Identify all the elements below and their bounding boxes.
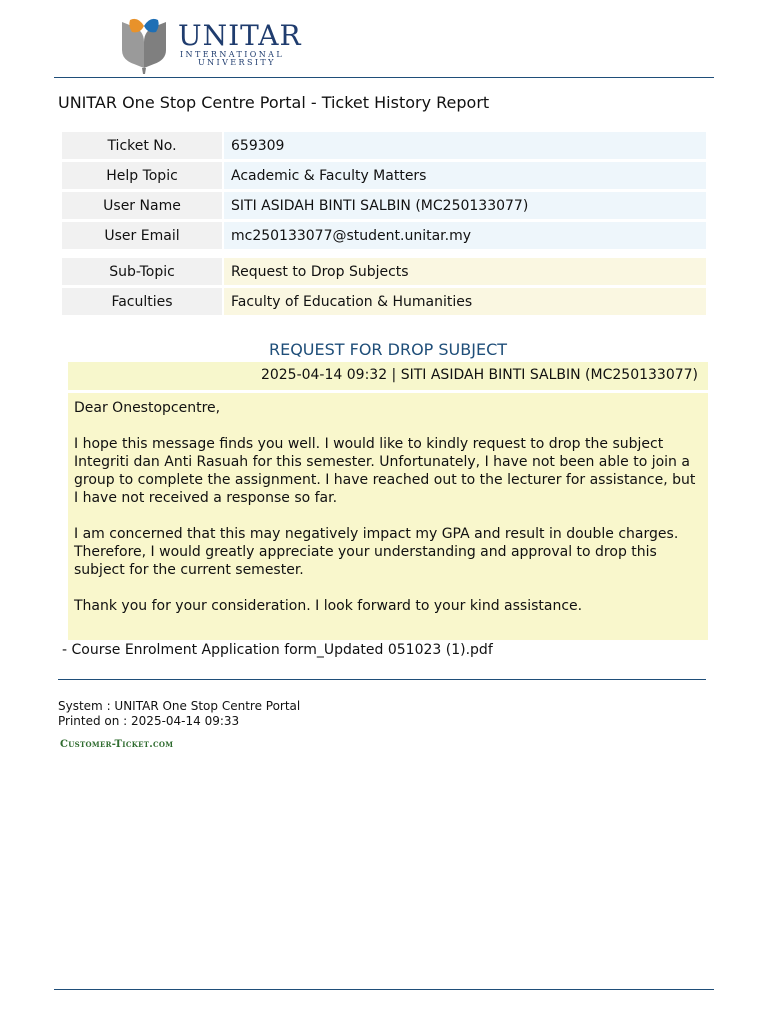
ticket-number-label: Ticket No. [62, 132, 222, 159]
header-divider [54, 77, 714, 78]
faculty-value: Faculty of Education & Humanities [224, 288, 706, 315]
attachment-link[interactable]: - Course Enrolment Application form_Updated 051023 (1).pdf [62, 642, 493, 658]
footer-system: System : UNITAR One Stop Centre Portal [58, 699, 301, 713]
help-topic-label: Help Topic [62, 162, 222, 189]
sub-topic-value: Request to Drop Subjects [224, 258, 706, 285]
thread-entry-body [68, 393, 708, 640]
page-bottom-divider [54, 989, 714, 990]
user-name-row [62, 192, 706, 219]
help-topic-value: Academic & Faculty Matters [224, 162, 706, 189]
message-greeting: Dear Onestopcentre, [74, 400, 221, 416]
message-closing: Thank you for your consideration. I look forward to your kind assistance. [74, 598, 583, 614]
ticket-number-value: 659309 [224, 132, 706, 159]
user-name-value: SITI ASIDAH BINTI SALBIN (MC250133077) [224, 192, 706, 219]
customer-ticket-brand: Customer-Ticket.com [60, 739, 174, 750]
faculty-row [62, 288, 706, 315]
message-paragraph: I am concerned that this may negatively impact my GPA and result in double charges. Therefore, I would greatly appreciate your understanding and approval to drop this subject for the current semester. [74, 526, 679, 578]
sub-topic-row [62, 258, 706, 285]
ticket-number-row [62, 132, 706, 159]
report-title: UNITAR One Stop Centre Portal - Ticket History Report [58, 93, 490, 112]
content-divider [58, 679, 706, 680]
thread-entry-header: 2025-04-14 09:32 | SITI ASIDAH BINTI SALBIN (MC250133077) [68, 362, 708, 390]
logo-subtitle-international: INTERNATIONAL [180, 50, 285, 59]
user-name-label: User Name [62, 192, 222, 219]
user-email-label: User Email [62, 222, 222, 249]
logo-wordmark: UNITAR [178, 19, 302, 52]
unitar-logo-icon [118, 16, 174, 74]
sub-topic-label: Sub-Topic [62, 258, 222, 285]
thread-subject: REQUEST FOR DROP SUBJECT [268, 340, 508, 359]
help-topic-row [62, 162, 706, 189]
footer-printed-on: Printed on : 2025-04-14 09:33 [58, 714, 240, 728]
message-paragraph: I hope this message finds you well. I would like to kindly request to drop the subject Integriti dan Anti Rasuah for this semester. Unfortunately, I have not been able to join a group to complete the assignment. I have reached out to the lecturer for assistance, but I have not received a response so far. [74, 436, 696, 506]
user-email-value: mc250133077@student.unitar.my [224, 222, 706, 249]
table-spacer [62, 252, 706, 255]
logo-subtitle-university: UNIVERSITY [198, 58, 276, 67]
user-email-row [62, 222, 706, 249]
unitar-logo [118, 16, 302, 74]
ticket-details-table [60, 129, 708, 318]
faculty-label: Faculties [62, 288, 222, 315]
